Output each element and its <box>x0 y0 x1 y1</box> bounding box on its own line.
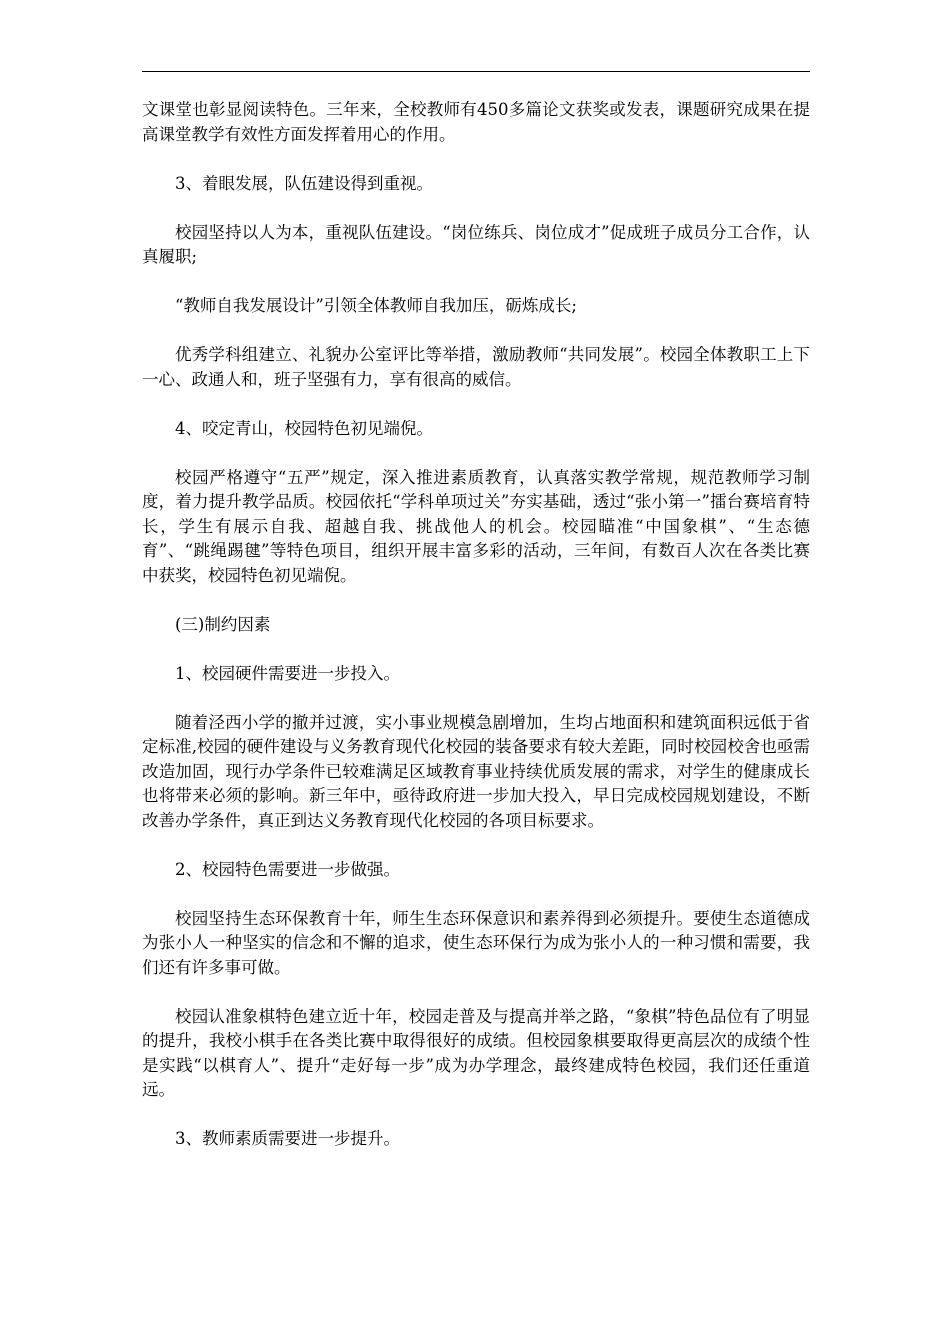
paragraph: 校园坚持以人为本，重视队伍建设。“岗位练兵、岗位成才”促成班子成员分工合作，认真履职; <box>142 222 810 266</box>
paragraph: “教师自我发展设计”引领全体教师自我加压，砺炼成长; <box>175 296 577 315</box>
paragraph: 校园严格遵守“五严”规定，深入推进素质教育，认真落实教学常规，规范教师学习制度，着力提升教学品质。校园依托“学科单项过关”夯实基础，透过“张小第一”擂台赛培育特长，学生有展示自我、超越自我、挑战他人的机会。校园瞄准“中国象棋”、“生态德育”、“跳绳踢毽”等特色项目，组织开展丰富多彩的活动，三年间，有数百人次在各类比赛中获奖，校园特色初见端倪。 <box>142 467 810 585</box>
section-heading: 3、教师素质需要进一步提升。 <box>175 1129 400 1148</box>
paragraph: 文课堂也彰显阅读特色。三年来，全校教师有450多篇论文获奖或发表，课题研究成果在提高课堂教学有效性方面发挥着用心的作用。 <box>142 100 810 144</box>
section-heading: 4、咬定青山，校园特色初见端倪。 <box>175 418 433 438</box>
paragraph: 随着泾西小学的撤并过渡，实小事业规模急剧增加，生均占地面积和建筑面积远低于省定标准,校园的硬件建设与义务教育现代化校园的装备要求有较大差距，同时校园校舍也亟需改造加固，现行办学条件已较难满足区域教育事业持续优质发展的需求，对学生的健康成长也将带来必须的影响。新三年中，亟待政府进一步加大投入，早日完成校园规划建设，不断改善办学条件，真正到达义务教育现代化校园的各项目标要求。 <box>142 712 810 830</box>
header-rule <box>142 71 810 72</box>
section-heading: 3、着眼发展，队伍建设得到重视。 <box>175 173 433 193</box>
chapter-heading: (三)制约因素 <box>175 614 271 634</box>
paragraph: 校园坚持生态环保教育十年，师生生态环保意识和素养得到必须提升。要使生态道德成为张小人一种坚实的信念和不懈的追求，使生态环保行为成为张小人的一种习惯和需要，我们还有许多事可做。 <box>142 908 810 977</box>
section-heading: 1、校园硬件需要进一步投入。 <box>175 663 400 683</box>
document-body <box>142 98 810 1176</box>
section-heading: 2、校园特色需要进一步做强。 <box>175 859 400 879</box>
paragraph: 校园认准象棋特色建立近十年，校园走普及与提高并举之路，“象棋”特色品位有了明显的提升，我校小棋手在各类比赛中取得很好的成绩。但校园象棋要取得更高层次的成绩个性是实践“以棋育人”、提升“走好每一步”成为办学理念，最终建成特色校园，我们还任重道远。 <box>142 1006 810 1099</box>
paragraph: 优秀学科组建立、礼貌办公室评比等举措，激励教师“共同发展”。校园全体教职工上下一心、政通人和，班子坚强有力，享有很高的威信。 <box>142 345 810 389</box>
